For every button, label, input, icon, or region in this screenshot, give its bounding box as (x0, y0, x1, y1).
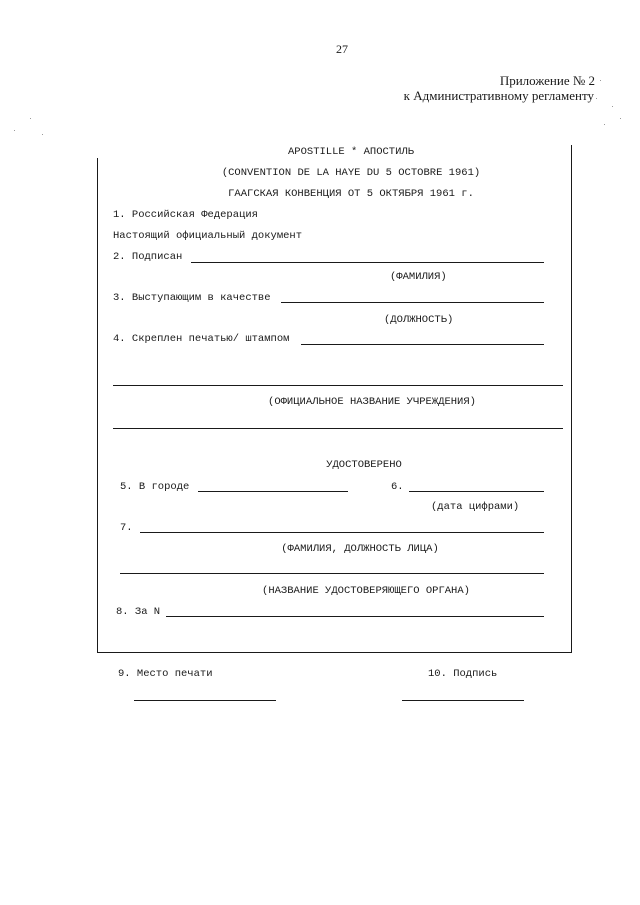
item-4-field[interactable] (301, 344, 544, 345)
item-6-label: 6. (391, 481, 404, 493)
item-8-label: 8. За N (116, 606, 161, 618)
seal-place-field[interactable] (134, 700, 276, 701)
person-caption: (ФАМИЛИЯ, ДОЛЖНОСТЬ ЛИЦА) (281, 543, 439, 555)
appendix-subtitle: к Административному регламенту (403, 88, 594, 103)
institution-field-1[interactable] (113, 385, 563, 386)
item-2-caption: (ФАМИЛИЯ) (390, 271, 447, 283)
item-1-country: 1. Российская Федерация (113, 209, 258, 221)
institution-caption: (ОФИЦИАЛЬНОЕ НАЗВАНИЕ УЧРЕЖДЕНИЯ) (268, 396, 476, 408)
page-number: 27 (336, 42, 348, 56)
appendix-title: Приложение № 2 (499, 73, 595, 88)
item-7-label: 7. (120, 522, 133, 534)
item-9-label: 9. Место печати (118, 668, 213, 680)
item-4-label: 4. Скреплен печатью/ штампом (113, 333, 290, 345)
item-3-field[interactable] (281, 302, 544, 303)
left-border (97, 158, 98, 652)
item-2-field[interactable] (191, 262, 544, 263)
item-5-field[interactable] (198, 491, 348, 492)
item-7-field[interactable] (140, 532, 544, 533)
person-field[interactable] (120, 573, 544, 574)
signature-field[interactable] (402, 700, 524, 701)
item-3-caption: (ДОЛЖНОСТЬ) (384, 314, 454, 326)
authority-caption: (НАЗВАНИЕ УДОСТОВЕРЯЮЩЕГО ОРГАНА) (262, 585, 470, 597)
institution-field-2[interactable] (113, 428, 563, 429)
bottom-border (97, 652, 572, 653)
item-3-label: 3. Выступающим в качестве (113, 292, 271, 304)
item-6-field[interactable] (409, 491, 544, 492)
date-caption: (дата цифрами) (431, 501, 520, 513)
item-5-label: 5. В городе (120, 481, 190, 493)
convention-fr: (CONVENTION DE LA HAYE DU 5 OCTOBRE 1961) (221, 167, 481, 179)
item-10-label: 10. Подпись (428, 668, 498, 680)
form-title: APOSTILLE * АПОСТИЛЬ (287, 146, 415, 158)
item-2-label: 2. Подписан (113, 251, 183, 263)
convention-ru: ГААГСКАЯ КОНВЕНЦИЯ ОТ 5 ОКТЯБРЯ 1961 г. (228, 188, 474, 200)
certified-heading: УДОСТОВЕРЕНО (326, 459, 402, 471)
item-1-subtitle: Настоящий официальный документ (113, 230, 303, 242)
item-8-field[interactable] (166, 616, 544, 617)
